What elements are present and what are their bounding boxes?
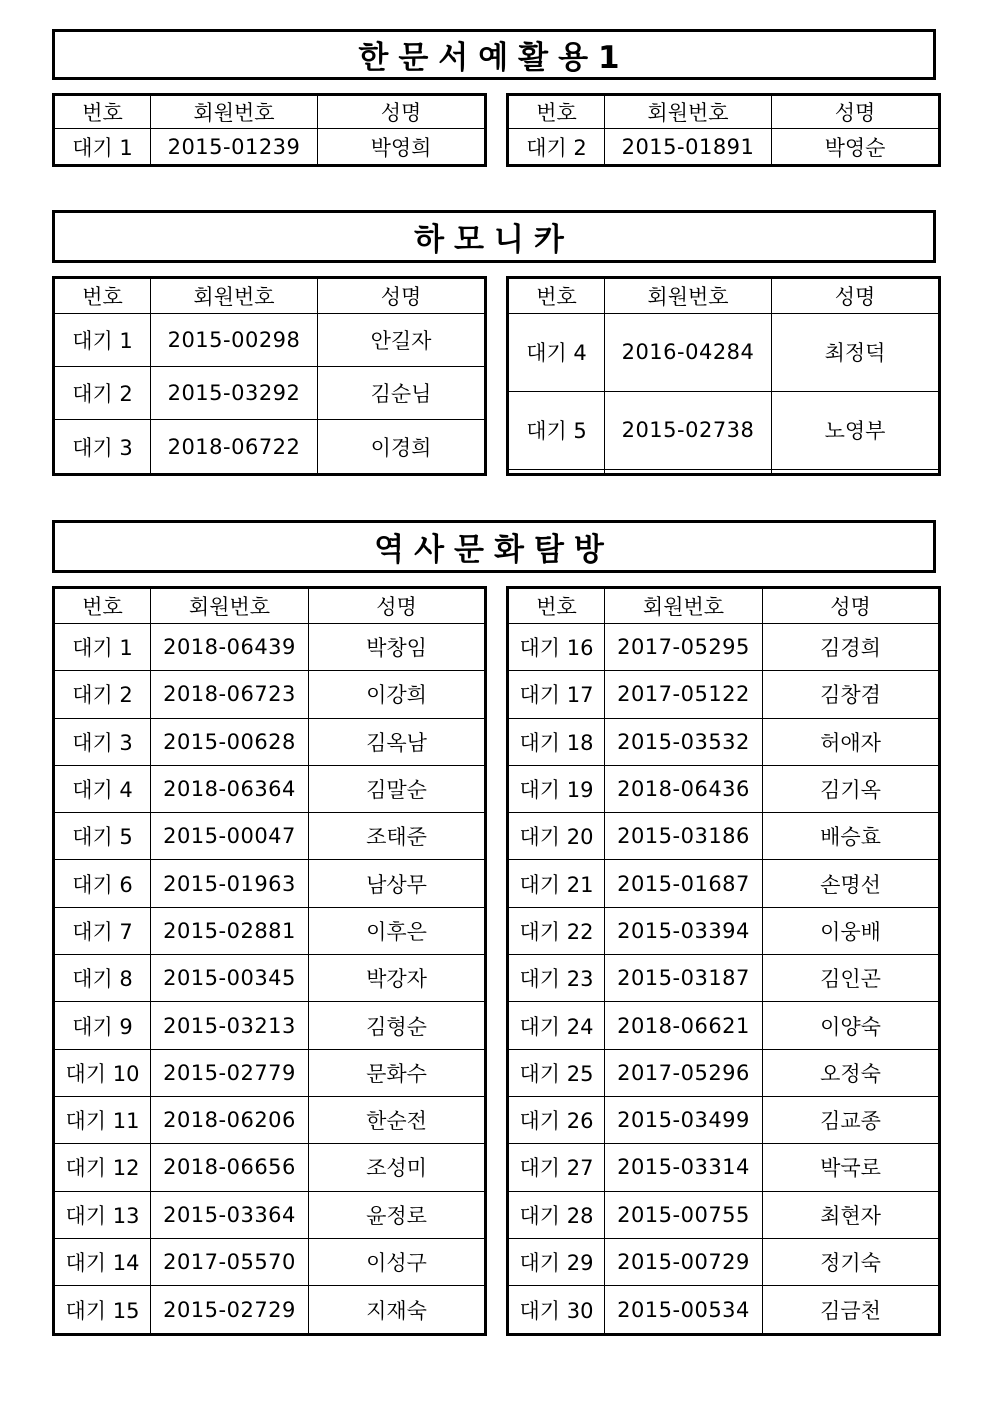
section-title: 역사문화탐방 (52, 520, 936, 573)
wait-no: 대기 2 (54, 671, 151, 718)
member-id: 2015-03364 (151, 1191, 309, 1238)
table-row (508, 1144, 940, 1191)
header-no: 번호 (508, 278, 605, 314)
waitlist-table-right (506, 586, 941, 1336)
table-row (54, 314, 486, 367)
wait-no: 대기 4 (508, 314, 605, 392)
member-name: 최현자 (763, 1191, 940, 1238)
member-id: 2015-01963 (151, 860, 309, 907)
wait-no: 대기 12 (54, 1144, 151, 1191)
member-id: 2015-03186 (605, 813, 763, 860)
member-name: 한순전 (309, 1096, 486, 1143)
table-row (508, 1238, 940, 1285)
wait-no: 대기 13 (54, 1191, 151, 1238)
member-id: 2015-00628 (151, 718, 309, 765)
wait-no: 대기 5 (54, 813, 151, 860)
header-name: 성명 (763, 588, 940, 624)
table-header-row (508, 95, 940, 129)
member-name: 이웅배 (763, 907, 940, 954)
table-row (508, 1191, 940, 1238)
header-no: 번호 (54, 95, 151, 129)
wait-no: 대기 25 (508, 1049, 605, 1096)
wait-no: 대기 1 (54, 624, 151, 671)
member-name: 허애자 (763, 718, 940, 765)
table-row (54, 624, 486, 671)
member-name: 김창겸 (763, 671, 940, 718)
table-row (508, 955, 940, 1002)
wait-no: 대기 23 (508, 955, 605, 1002)
table-row (508, 1096, 940, 1143)
member-name: 박영희 (318, 129, 486, 166)
member-name: 박강자 (309, 955, 486, 1002)
table-row (508, 860, 940, 907)
member-id: 2015-03292 (151, 367, 318, 420)
member-name: 김순님 (318, 367, 486, 420)
wait-no: 대기 5 (508, 391, 605, 469)
member-name: 문화수 (309, 1049, 486, 1096)
header-name: 성명 (772, 278, 940, 314)
waitlist-table-right (506, 276, 941, 476)
header-name: 성명 (772, 95, 940, 129)
member-name (772, 469, 940, 474)
table-row (508, 671, 940, 718)
member-id: 2015-02738 (605, 391, 772, 469)
wait-no: 대기 1 (54, 129, 151, 166)
wait-no: 대기 2 (54, 367, 151, 420)
wait-no: 대기 4 (54, 765, 151, 812)
table-row (508, 469, 940, 474)
member-name: 손명선 (763, 860, 940, 907)
header-member-id: 회원번호 (151, 278, 318, 314)
member-name: 윤정로 (309, 1191, 486, 1238)
wait-no: 대기 3 (54, 718, 151, 765)
header-member-id: 회원번호 (151, 588, 309, 624)
header-member-id: 회원번호 (605, 95, 772, 129)
table-row (508, 624, 940, 671)
member-id: 2017-05570 (151, 1238, 309, 1285)
table-row (508, 129, 940, 166)
member-id: 2017-05295 (605, 624, 763, 671)
wait-no: 대기 16 (508, 624, 605, 671)
table-row (54, 1002, 486, 1049)
member-id: 2018-06621 (605, 1002, 763, 1049)
table-row (508, 907, 940, 954)
table-row (54, 765, 486, 812)
table-row (54, 1191, 486, 1238)
member-id: 2015-03499 (605, 1096, 763, 1143)
member-id: 2018-06364 (151, 765, 309, 812)
wait-no: 대기 9 (54, 1002, 151, 1049)
table-row (54, 1096, 486, 1143)
table-row (508, 1286, 940, 1335)
table-row (508, 1002, 940, 1049)
table-row (54, 671, 486, 718)
member-id: 2018-06439 (151, 624, 309, 671)
member-id (605, 469, 772, 474)
member-name: 박국로 (763, 1144, 940, 1191)
member-name: 배승효 (763, 813, 940, 860)
member-name: 안길자 (318, 314, 486, 367)
table-row (54, 129, 486, 166)
table-row (508, 1049, 940, 1096)
table-row (54, 1049, 486, 1096)
member-name: 이양숙 (763, 1002, 940, 1049)
member-name: 조태준 (309, 813, 486, 860)
member-id: 2018-06656 (151, 1144, 309, 1191)
waitlist-table-right (506, 93, 941, 167)
header-member-id: 회원번호 (151, 95, 318, 129)
table-row (54, 1144, 486, 1191)
table-header-row (54, 278, 486, 314)
member-id: 2017-05296 (605, 1049, 763, 1096)
member-id: 2015-03532 (605, 718, 763, 765)
wait-no: 대기 28 (508, 1191, 605, 1238)
wait-no: 대기 2 (508, 129, 605, 166)
wait-no: 대기 22 (508, 907, 605, 954)
header-no: 번호 (508, 95, 605, 129)
member-id: 2015-03187 (605, 955, 763, 1002)
member-id: 2018-06436 (605, 765, 763, 812)
member-name: 김옥남 (309, 718, 486, 765)
member-id: 2018-06206 (151, 1096, 309, 1143)
table-row (508, 391, 940, 469)
waitlist-table-left (52, 276, 487, 476)
wait-no: 대기 24 (508, 1002, 605, 1049)
member-name: 노영부 (772, 391, 940, 469)
wait-no: 대기 21 (508, 860, 605, 907)
wait-no: 대기 3 (54, 420, 151, 475)
member-name: 김인곤 (763, 955, 940, 1002)
member-id: 2018-06723 (151, 671, 309, 718)
header-no: 번호 (54, 278, 151, 314)
table-row (54, 420, 486, 475)
member-id: 2015-03394 (605, 907, 763, 954)
wait-no: 대기 1 (54, 314, 151, 367)
table-row (54, 1286, 486, 1335)
wait-no (508, 469, 605, 474)
wait-no: 대기 20 (508, 813, 605, 860)
wait-no: 대기 14 (54, 1238, 151, 1285)
table-row (54, 813, 486, 860)
waitlist-table-left (52, 93, 487, 167)
wait-no: 대기 8 (54, 955, 151, 1002)
member-name: 박창임 (309, 624, 486, 671)
wait-no: 대기 15 (54, 1286, 151, 1335)
wait-no: 대기 7 (54, 907, 151, 954)
table-row (54, 718, 486, 765)
wait-no: 대기 26 (508, 1096, 605, 1143)
table-row (508, 314, 940, 392)
member-id: 2015-01239 (151, 129, 318, 166)
member-id: 2015-02881 (151, 907, 309, 954)
member-id: 2015-00298 (151, 314, 318, 367)
member-name: 김형순 (309, 1002, 486, 1049)
section-title: 한문서예활용1 (52, 29, 936, 80)
header-name: 성명 (309, 588, 486, 624)
table-header-row (508, 278, 940, 314)
member-name: 최정덕 (772, 314, 940, 392)
member-name: 박영순 (772, 129, 940, 166)
header-no: 번호 (54, 588, 151, 624)
wait-no: 대기 17 (508, 671, 605, 718)
member-name: 이강희 (309, 671, 486, 718)
wait-no: 대기 19 (508, 765, 605, 812)
member-id: 2015-03213 (151, 1002, 309, 1049)
member-name: 남상무 (309, 860, 486, 907)
table-row (54, 1238, 486, 1285)
member-name: 오정숙 (763, 1049, 940, 1096)
wait-no: 대기 29 (508, 1238, 605, 1285)
table-row (54, 955, 486, 1002)
member-name: 김교종 (763, 1096, 940, 1143)
member-id: 2015-00729 (605, 1238, 763, 1285)
member-id: 2015-01891 (605, 129, 772, 166)
member-name: 지재숙 (309, 1286, 486, 1335)
member-id: 2015-00534 (605, 1286, 763, 1335)
section-title: 하모니카 (52, 210, 936, 263)
header-name: 성명 (318, 95, 486, 129)
table-row (54, 907, 486, 954)
wait-no: 대기 27 (508, 1144, 605, 1191)
header-name: 성명 (318, 278, 486, 314)
wait-no: 대기 18 (508, 718, 605, 765)
member-name: 조성미 (309, 1144, 486, 1191)
member-id: 2016-04284 (605, 314, 772, 392)
wait-no: 대기 30 (508, 1286, 605, 1335)
member-id: 2017-05122 (605, 671, 763, 718)
member-name: 정기숙 (763, 1238, 940, 1285)
header-no: 번호 (508, 588, 605, 624)
member-id: 2015-03314 (605, 1144, 763, 1191)
header-member-id: 회원번호 (605, 588, 763, 624)
table-header-row (54, 588, 486, 624)
table-header-row (54, 95, 486, 129)
member-id: 2015-00345 (151, 955, 309, 1002)
member-id: 2018-06722 (151, 420, 318, 475)
table-row (508, 718, 940, 765)
member-name: 김금천 (763, 1286, 940, 1335)
member-name: 이성구 (309, 1238, 486, 1285)
member-name: 이경희 (318, 420, 486, 475)
member-id: 2015-00755 (605, 1191, 763, 1238)
wait-no: 대기 11 (54, 1096, 151, 1143)
member-name: 김경희 (763, 624, 940, 671)
wait-no: 대기 10 (54, 1049, 151, 1096)
table-row (54, 367, 486, 420)
member-name: 이후은 (309, 907, 486, 954)
member-id: 2015-01687 (605, 860, 763, 907)
member-id: 2015-02779 (151, 1049, 309, 1096)
table-row (508, 813, 940, 860)
table-header-row (508, 588, 940, 624)
waitlist-table-left (52, 586, 487, 1336)
member-name: 김기옥 (763, 765, 940, 812)
member-id: 2015-02729 (151, 1286, 309, 1335)
table-row (508, 765, 940, 812)
header-member-id: 회원번호 (605, 278, 772, 314)
wait-no: 대기 6 (54, 860, 151, 907)
member-name: 김말순 (309, 765, 486, 812)
table-row (54, 860, 486, 907)
member-id: 2015-00047 (151, 813, 309, 860)
